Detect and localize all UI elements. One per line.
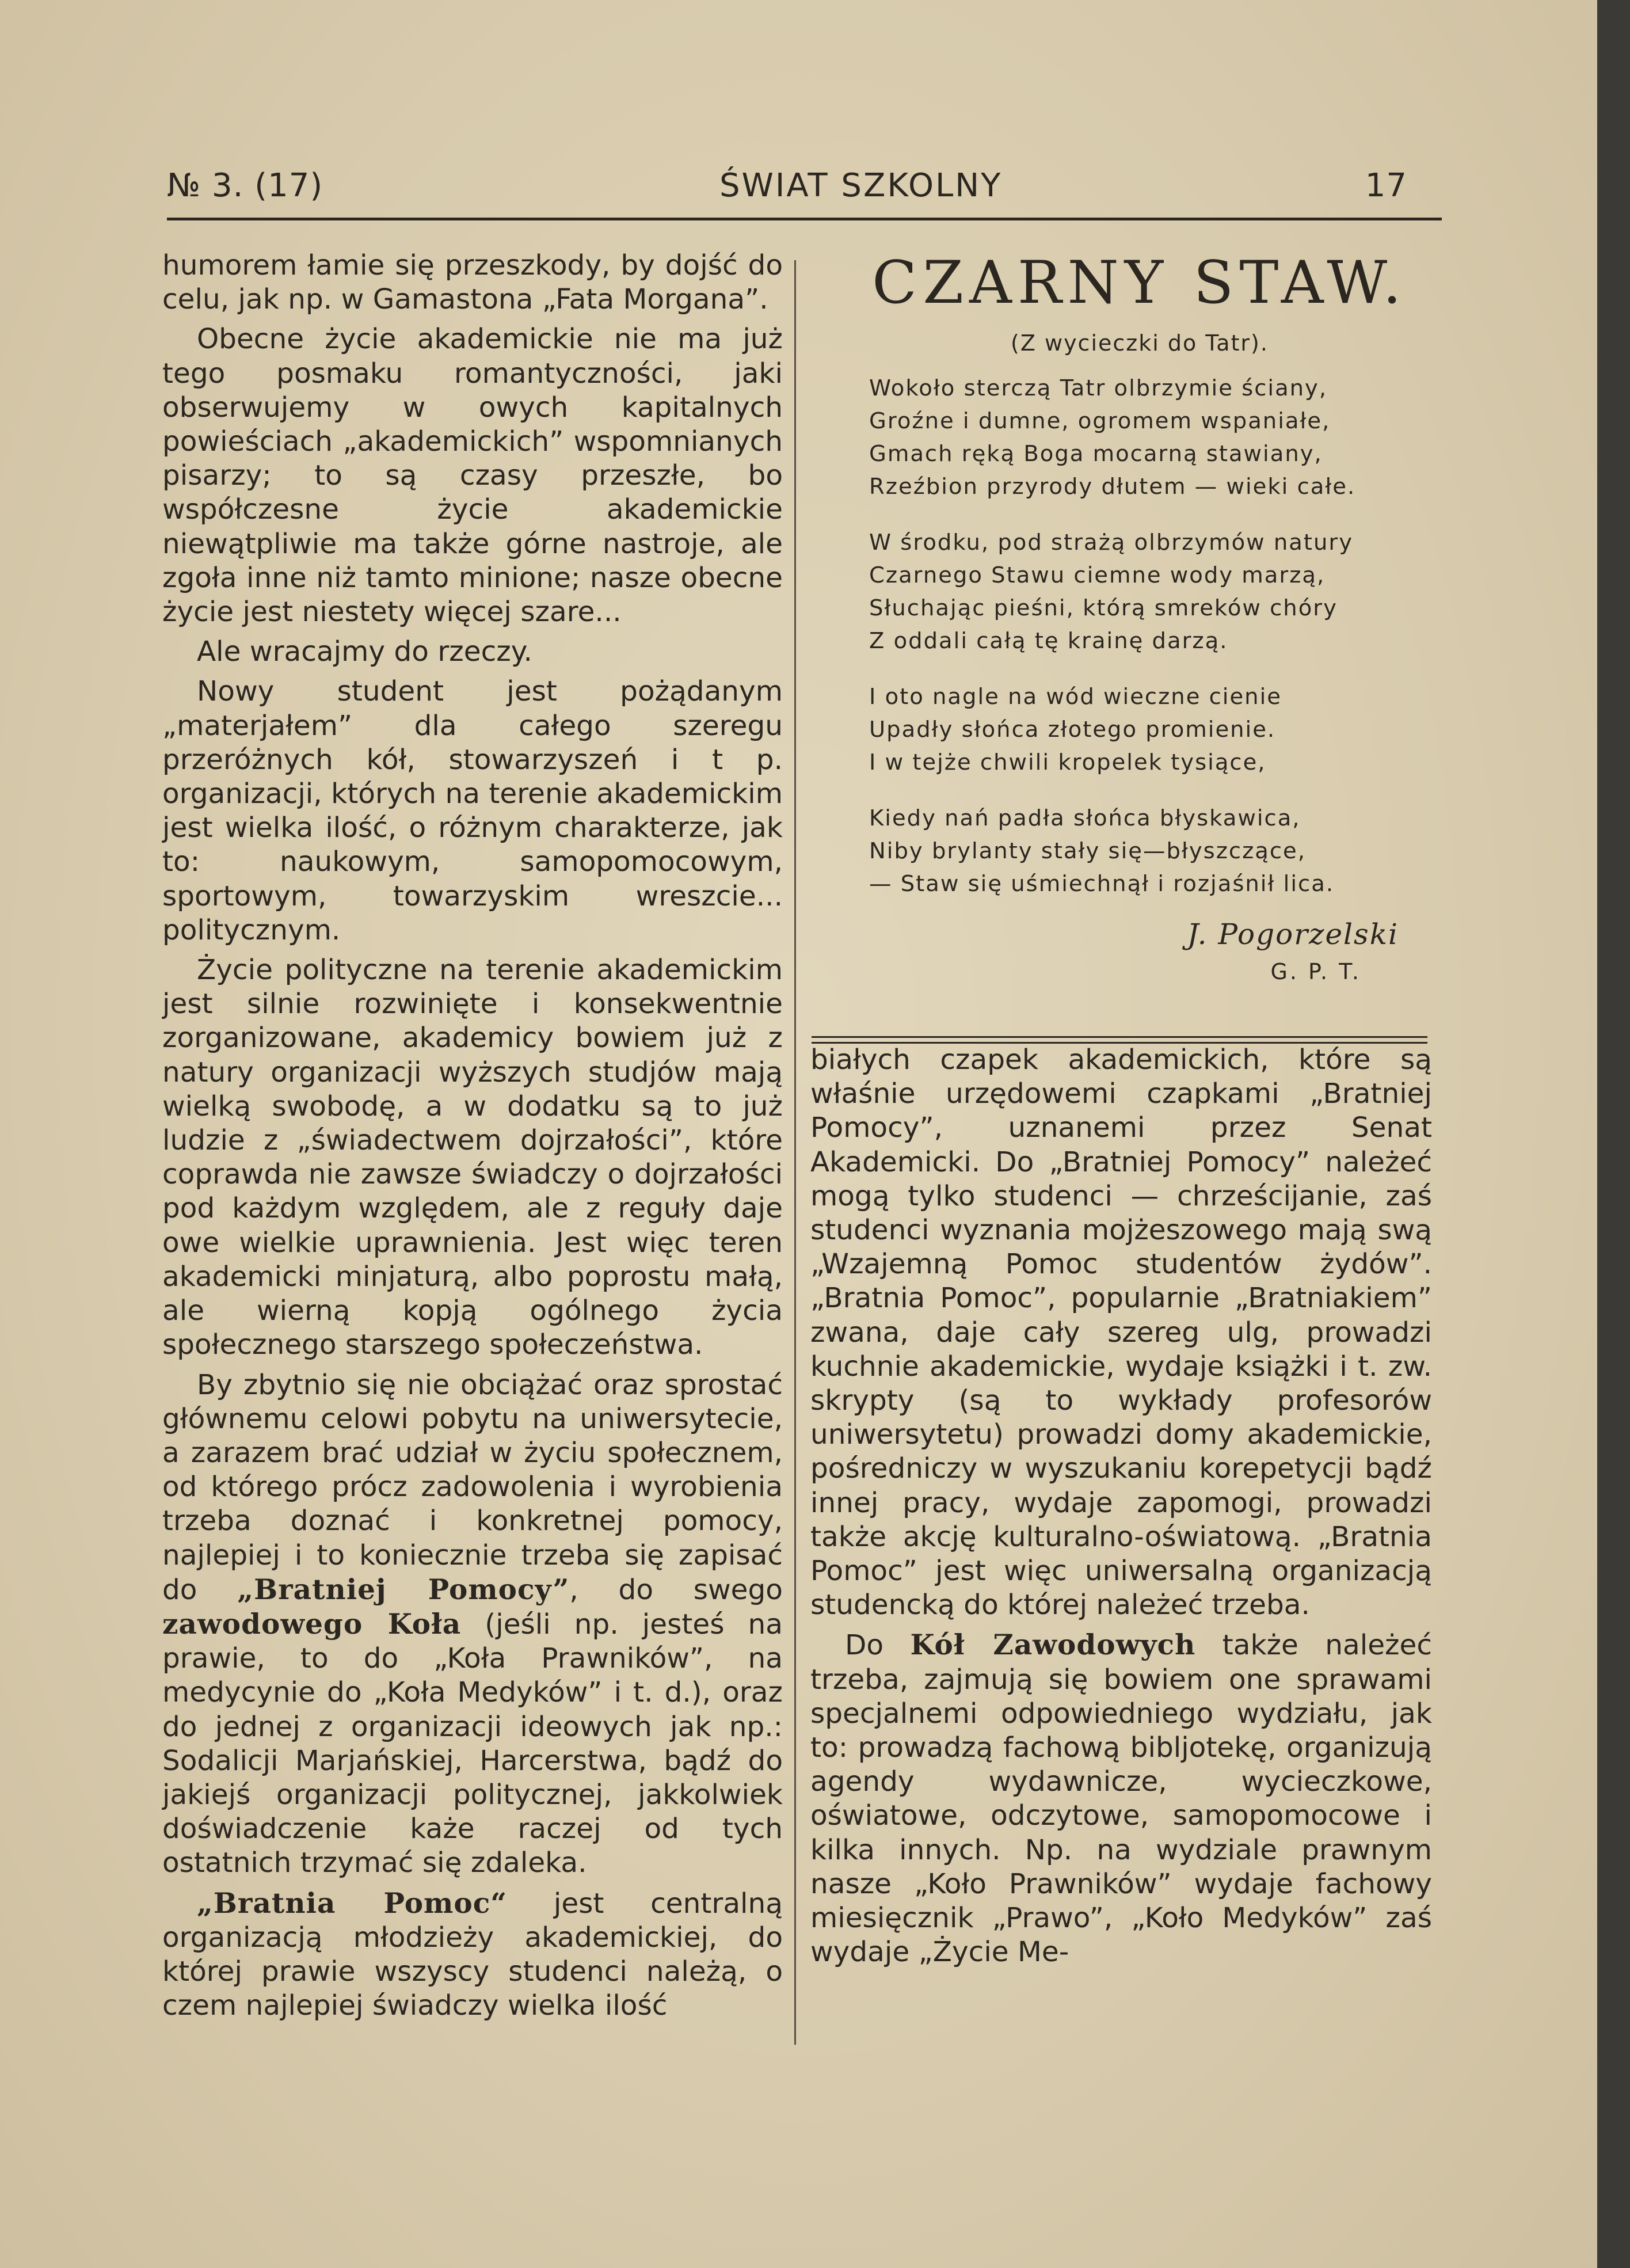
page-header	[167, 167, 1442, 219]
poem-affiliation: G. P. T.	[1270, 959, 1361, 984]
paragraph-membership	[162, 1368, 783, 1881]
column-divider	[794, 260, 796, 2045]
poem	[852, 249, 1427, 984]
issue-number: № 3. (17)	[167, 167, 323, 204]
text-run: jest centralną organizacją młodzieży akademickiej, do której prawie wszyscy studenci należą, o czem najlepiej świadczy wielka ilość	[162, 1887, 783, 2022]
poem-line: Kiedy nań padła słońca błyskawica,	[869, 805, 1301, 831]
poem-stanza	[869, 802, 1427, 900]
bold-term: „Bratniej Pomocy”	[237, 1573, 570, 1606]
poem-subtitle: (Z wycieczki do Tatr).	[1011, 330, 1269, 356]
poem-line: Czarnego Stawu ciemne wody marzą,	[869, 562, 1326, 588]
paragraph: Życie polityczne na terenie akademickim jest silnie rozwinięte i konsekwentnie zorganizowane, akademicy bowiem już z natury organizacji wyższych studjów mają wielką swobodę, a w dodatku są to już ludzie z „świadectwem dojrzałości”, które coprawda nie zawsze świadczy o dojrzałości pod każdym względem, ale z reguły daje owe wielkie uprawnienia. Jest więc teren akademicki minjaturą, albo poprostu małą, ale wierną kopją ogólnego życia społecznego starszego społeczeństwa.	[162, 954, 783, 1361]
publication-title: ŚWIAT SZKOLNY	[719, 167, 1003, 204]
text-run: także należeć trzeba, zajmują się bowiem one sprawami specjalnemi odpowiedniego wydziału, jak to: prowadzą fachową bibljotekę, organizują agendy wydawnicze, wycieczkowe, oświatowe, odczytowe, samopomocowe i kilka innych. Np. na wydziale prawnym nasze „Koło Prawników” wydaje fachowy miesięcznik „Prawo”, „Koło Medyków” zaś wydaje „Życie Me-	[810, 1629, 1432, 1969]
right-column	[810, 1043, 1432, 2131]
text-run: , do swego	[569, 1573, 783, 1606]
text-run: By zbytnio się nie obciążać oraz sprostać głównemu celowi pobytu na uniwersytecie, a zarazem brać udział w życiu społecznem, od którego prócz zadowolenia i wyrobienia trzeba doznać i konkretnej pomocy, najlepiej i to koniecznie trzeba się zapisać do	[162, 1368, 783, 1606]
left-column	[162, 249, 783, 2131]
poem-line: Z oddali całą tę krainę darzą.	[869, 628, 1228, 654]
paragraph: humorem łamie się przeszkody, by dojść do celu, jak np. w Gamastona „Fata Morgana”.	[162, 249, 783, 316]
paragraph: Nowy student jest pożądanym „materjałem” dla całego szeregu przeróżnych kół, stowarzyszeń i t p. organizacji, których na terenie akademickim jest wielka ilość, o różnym charakterze, jak to: naukowym, samopomocowym, sportowym, towarzyskim wreszcie... politycznym.	[162, 675, 783, 946]
poem-stanza	[869, 680, 1427, 779]
poem-author: J. Pogorzelski	[1187, 918, 1399, 951]
poem-line: Niby brylanty stały się—błyszczące,	[869, 838, 1306, 864]
poem-title: CZARNY STAW.	[872, 249, 1407, 317]
bold-term: Kół Zawodowych	[910, 1628, 1196, 1662]
paragraph-zawodowe	[810, 1628, 1432, 1969]
poem-line: — Staw się uśmiechnął i rozjaśnił lica.	[869, 871, 1335, 897]
paragraph: Ale wracajmy do rzeczy.	[197, 636, 532, 668]
poem-stanza	[869, 372, 1427, 503]
poem-line: W środku, pod strażą olbrzymów natury	[869, 530, 1354, 555]
poem-line: I oto nagle na wód wieczne cienie	[869, 684, 1282, 710]
bold-term: zawodowego Koła	[162, 1607, 462, 1641]
poem-line: Gmach ręką Boga mocarną stawiany,	[869, 441, 1323, 467]
text-run: Do	[845, 1629, 911, 1662]
header-rule	[167, 218, 1442, 220]
paragraph-bratnia-pomoc	[162, 1886, 783, 2023]
text-run: (jeśli np. jesteś na prawie, to do „Koła Prawników”, na medycynie do „Koła Medyków” i t. d.), oraz do jednej z organizacji ideowych jak np.: Sodalicji Marjańskiej, Harcerstwa, bądź do jakiejś organizacji politycznej, jakkolwiek doświadczenie każe raczej od tych ostatnich trzymać się zdaleka.	[162, 1608, 783, 1879]
poem-stanza	[869, 526, 1427, 657]
poem-line: Wokoło sterczą Tatr olbrzymie ściany,	[869, 375, 1328, 401]
poem-end-rule	[812, 1036, 1427, 1038]
poem-line: Słuchając pieśni, którą smreków chóry	[869, 595, 1338, 621]
paragraph: białych czapek akademickich, które są właśnie urzędowemi czapkami „Bratniej Pomocy”, uznanemi przez Senat Akademicki. Do „Bratniej Pomocy” należeć mogą tylko studenci — chrześcijanie, zaś studenci wyznania mojżeszowego mają swą „Wzajemną Pomoc studentów żydów”. „Bratnia Pomoc”, popularnie „Bratniakiem” zwana, daje cały szereg ulg, prowadzi kuchnie akademickie, wydaje książki i t. zw. skrypty (są to wykłady profesorów uniwersytetu) prowadzi domy akademickie, pośredniczy w wyszukaniu korepetycji bądź innej pracy, wydaje zapomogi, prowadzi także akcję kulturalno-oświatową. „Bratnia Pomoc” jest więc uniwersalną organizacją studencką do której należeć trzeba.	[810, 1044, 1432, 1622]
poem-line: Upadły słońca złotego promienie.	[869, 717, 1276, 743]
poem-line: Groźne i dumne, ogromem wspaniałe,	[869, 408, 1331, 434]
paragraph: Obecne życie akademickie nie ma już tego posmaku romantyczności, jaki obserwujemy w owych kapitalnych powieściach „akademickich” wspomnianych pisarzy; to są czasy przeszłe, bo współczesne życie akademickie niewątpliwie ma także górne nastroje, ale zgoła inne niż tamto minione; nasze obecne życie jest niestety więcej szare...	[162, 323, 783, 629]
poem-line: Rzeźbion przyrody dłutem — wieki całe.	[869, 474, 1356, 500]
poem-line: I w tejże chwili kropelek tysiące,	[869, 749, 1266, 775]
page-number: 17	[1365, 167, 1407, 204]
bold-term: „Bratnia Pomoc“	[197, 1886, 508, 1920]
